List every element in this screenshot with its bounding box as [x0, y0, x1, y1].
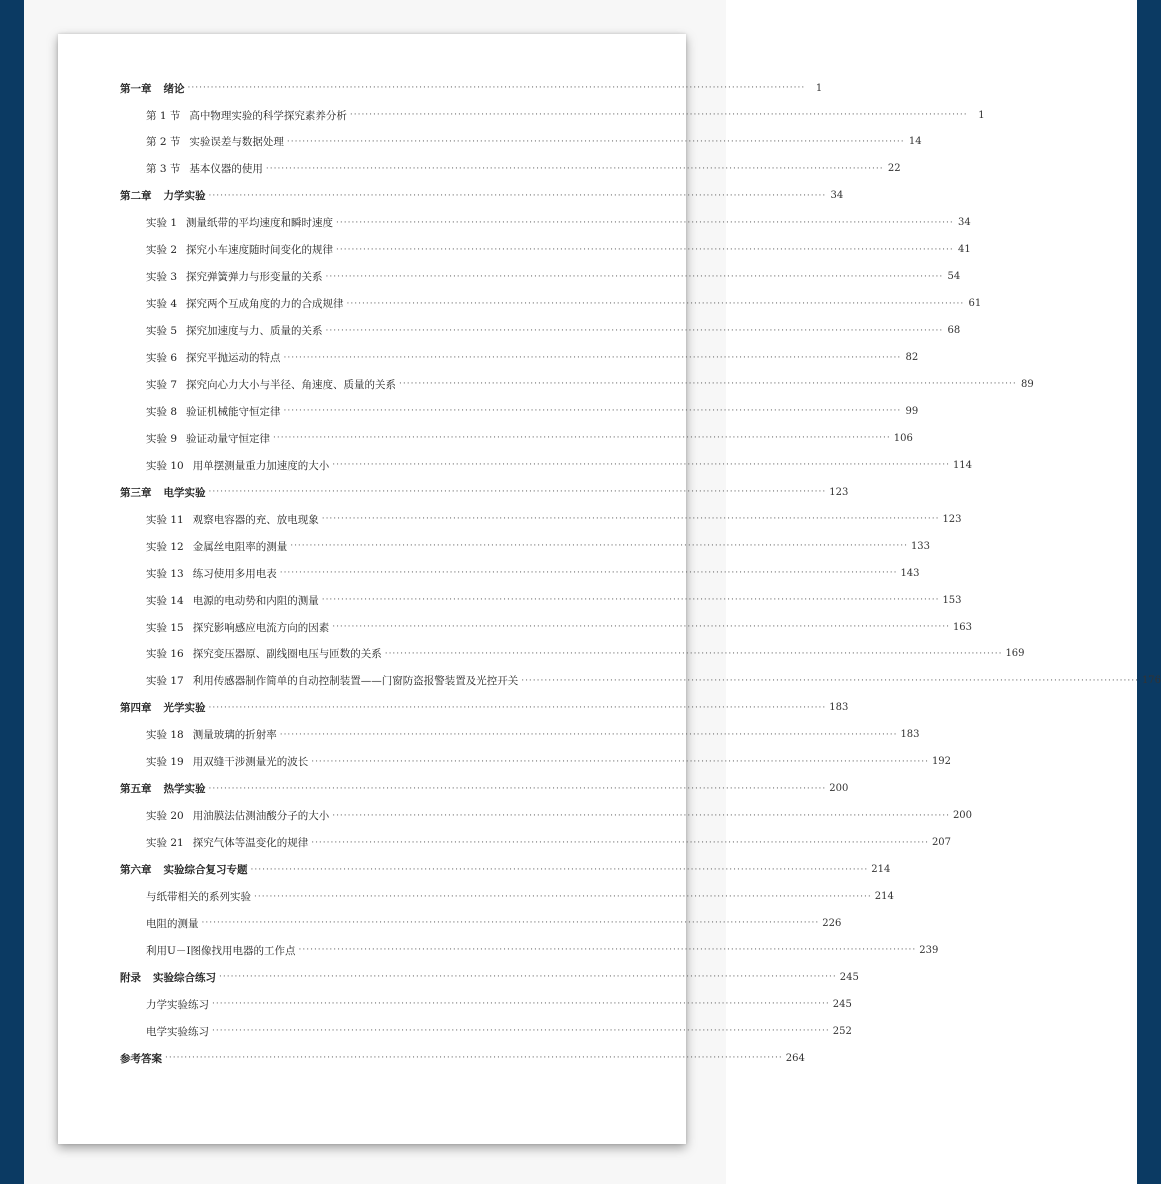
- toc-label: [146, 620, 329, 635]
- toc-number: 实验 11: [146, 513, 184, 526]
- toc-chapter-row[interactable]: [120, 861, 891, 879]
- toc-number: 附录: [120, 971, 141, 984]
- toc-title: 利用U－I图像找用电器的工作点: [146, 944, 296, 957]
- dot-leader: ································································································································································: [346, 298, 965, 309]
- toc-label: [120, 781, 206, 796]
- toc-label: [146, 323, 323, 338]
- toc-page-number: 114: [952, 459, 973, 471]
- toc-title: 探究小车速度随时间变化的规律: [186, 244, 334, 257]
- dot-leader: ································································································································································: [165, 1053, 783, 1064]
- right-border: [1137, 0, 1161, 1184]
- toc-entry-row[interactable]: [146, 322, 961, 340]
- dot-leader: ································································································································································: [283, 406, 902, 417]
- toc-entry-row[interactable]: [146, 268, 961, 286]
- toc-label: [120, 81, 185, 96]
- toc-label: [146, 512, 319, 527]
- toc-number: 第一章: [120, 82, 152, 95]
- dot-leader: ································································································································································: [325, 271, 944, 282]
- dot-leader: ································································································································································: [336, 244, 954, 255]
- toc-page-number: 143: [900, 567, 920, 579]
- toc-number: 实验 2: [146, 244, 178, 257]
- toc-entry-row[interactable]: [146, 402, 919, 420]
- toc-title: 用双缝干涉测量光的波长: [192, 756, 309, 769]
- toc-label: [146, 242, 333, 257]
- toc-label: [146, 593, 319, 608]
- toc-page-number: 153: [942, 594, 962, 606]
- toc-page-number: 34: [830, 190, 844, 202]
- toc-title: 金属丝电阻率的测量: [192, 540, 288, 553]
- toc-number: 第四章: [120, 702, 152, 715]
- toc-number: 实验 9: [146, 432, 178, 445]
- toc-title: 验证动量守恒定律: [186, 432, 271, 445]
- toc-page-number: 226: [822, 917, 842, 929]
- toc-entry-row[interactable]: [146, 456, 973, 474]
- toc-label: [146, 916, 199, 931]
- toc-label: [120, 700, 206, 715]
- toc-entry-row[interactable]: [146, 645, 1025, 663]
- toc-page-number: 169: [1005, 648, 1025, 660]
- toc-title: 探究平抛运动的特点: [186, 352, 281, 364]
- toc-number: 实验 20: [146, 810, 184, 823]
- toc-title: 实验误差与数据处理: [189, 136, 284, 149]
- toc-title: 力学实验练习: [146, 998, 209, 1011]
- dot-leader: ································································································································································: [332, 460, 950, 471]
- toc-label: [120, 1051, 162, 1066]
- toc-number: 实验 21: [146, 837, 184, 850]
- toc-page-number: 183: [829, 702, 849, 714]
- toc-label: [146, 754, 308, 769]
- toc-page-number: 200: [952, 810, 973, 822]
- toc-entry-row[interactable]: [146, 537, 931, 555]
- toc-page-number: 54: [947, 271, 961, 283]
- dot-leader: ································································································································································: [290, 541, 908, 552]
- toc-number: 实验 12: [146, 540, 184, 553]
- toc-number: 实验 16: [146, 648, 184, 661]
- toc-title: 测量纸带的平均速度和瞬时速度: [186, 217, 334, 230]
- toc-label: [120, 188, 206, 203]
- toc-label: [146, 566, 277, 581]
- toc-number: 第三章: [120, 486, 152, 499]
- toc-title: 基本仪器的使用: [189, 163, 263, 176]
- toc-page-number: 252: [832, 1025, 852, 1037]
- toc-page-number: 123: [829, 486, 849, 498]
- toc-page-number: 89: [1021, 378, 1034, 390]
- toc-page-number: 183: [900, 729, 920, 741]
- toc-chapter-row[interactable]: [120, 780, 849, 798]
- toc-number: 实验 1: [146, 217, 178, 230]
- toc-label: [146, 134, 284, 149]
- toc-title: 与纸带相关的系列实验: [146, 891, 251, 903]
- toc-entry-row[interactable]: [146, 834, 952, 852]
- dot-leader: ································································································································································: [283, 352, 902, 363]
- toc-entry-row[interactable]: [146, 591, 962, 609]
- toc-number: 实验 17: [146, 675, 184, 688]
- toc-page-number: 214: [874, 891, 894, 902]
- toc-entry-row[interactable]: [146, 941, 939, 959]
- dot-leader: ································································································································································: [311, 756, 929, 767]
- toc-entry-row[interactable]: [146, 160, 901, 178]
- toc-entry-row[interactable]: [146, 888, 894, 906]
- toc-page-number: 22: [887, 163, 901, 175]
- toc-entry-row[interactable]: [146, 375, 1034, 393]
- toc-number: 第 2 节: [146, 136, 181, 149]
- toc-title: 观察电容器的充、放电现象: [192, 513, 319, 526]
- dot-leader: ································································································································································: [321, 514, 940, 525]
- toc-title: 探究向心力大小与半径、角速度、质量的关系: [186, 378, 397, 391]
- toc-chapter-row[interactable]: [120, 968, 859, 986]
- toc-page-number: 82: [905, 352, 919, 363]
- toc-chapter-row[interactable]: [120, 699, 849, 717]
- toc-label: [146, 350, 281, 365]
- toc-label: [146, 161, 263, 176]
- toc-number: 实验 5: [146, 325, 178, 337]
- toc-entry-row[interactable]: [146, 510, 962, 528]
- toc-title: 实验综合练习: [153, 971, 216, 984]
- toc-entry-row[interactable]: [146, 133, 922, 151]
- dot-leader: ································································································································································: [332, 622, 950, 632]
- toc-page-number: 1: [978, 109, 985, 121]
- dot-leader: ································································································································································: [321, 595, 940, 605]
- dot-leader: ································································································································································: [208, 190, 827, 201]
- toc-title: 绪论: [163, 82, 185, 95]
- dot-leader: ································································································································································: [254, 891, 872, 902]
- toc-entry-row[interactable]: [146, 241, 971, 259]
- dot-leader: ································································································································································: [279, 729, 898, 740]
- toc-label: [146, 269, 323, 284]
- dot-leader: ································································································································································: [336, 217, 954, 228]
- toc-title: 利用传感器制作简单的自动控制装置——门窗防盗报警装置及光控开关: [192, 675, 519, 688]
- toc-page-number: 61: [968, 298, 982, 310]
- toc-number: 第五章: [120, 783, 152, 796]
- toc-label: [146, 727, 277, 742]
- toc-number: 第 1 节: [146, 109, 181, 122]
- toc-title: 探究变压器原、副线圈电压与匝数的关系: [192, 648, 382, 661]
- toc-label: [146, 215, 333, 230]
- toc-page-number: 245: [839, 971, 859, 983]
- toc-title: 探究弹簧弹力与形变量的关系: [186, 271, 323, 284]
- toc-page-number: 41: [958, 244, 971, 256]
- toc-number: 实验 19: [146, 756, 184, 769]
- toc-entry-row[interactable]: [146, 753, 952, 771]
- toc-title: 高中物理实验的科学探究素养分析: [189, 109, 347, 122]
- toc-number: 实验 6: [146, 352, 178, 364]
- toc-title: 热学实验: [163, 783, 206, 796]
- dot-leader: ································································································································································: [384, 648, 1003, 659]
- toc-page-number: 133: [910, 540, 931, 552]
- toc-page-number: 214: [871, 864, 891, 875]
- toc-chapter-row[interactable]: [120, 79, 823, 97]
- toc-label: [120, 862, 248, 877]
- toc-page-number: 14: [908, 136, 922, 148]
- dot-leader: ································································································································································: [286, 136, 905, 147]
- dot-leader: ································································································································································: [208, 783, 827, 794]
- toc-title: 实验综合复习专题: [163, 864, 248, 876]
- toc-label: [146, 431, 270, 446]
- dot-leader: ································································································································································: [201, 918, 820, 929]
- toc-page-number: 123: [942, 513, 962, 525]
- toc-number: 第 3 节: [146, 163, 181, 176]
- toc-page-number: 99: [905, 405, 919, 417]
- dot-leader: ································································································································································: [521, 675, 1139, 686]
- toc-entry-row[interactable]: [146, 214, 971, 232]
- toc-title: 力学实验: [163, 190, 206, 203]
- toc-title: 电学实验练习: [146, 1025, 209, 1038]
- toc-label: [146, 404, 281, 419]
- toc-title: 探究影响感应电流方向的因素: [192, 621, 330, 634]
- toc-number: 实验 18: [146, 729, 184, 742]
- toc-title: 电学实验: [163, 486, 206, 499]
- dot-leader: ································································································································································: [279, 568, 898, 579]
- dot-leader: ································································································································································: [311, 837, 929, 848]
- toc-entry-row[interactable]: [146, 564, 920, 582]
- toc-label: [120, 485, 206, 500]
- toc-label: [146, 296, 344, 311]
- toc-label: [146, 673, 518, 688]
- toc-number: 实验 4: [146, 298, 178, 311]
- toc-entry-row[interactable]: [146, 807, 973, 825]
- dot-leader: ································································································································································: [273, 433, 891, 444]
- toc-title: 电阻的测量: [146, 917, 199, 930]
- toc-title: 电源的电动势和内阻的测量: [192, 594, 319, 607]
- toc-page-number: 200: [829, 783, 849, 795]
- toc-entry-row[interactable]: [146, 349, 919, 367]
- toc-title: 光学实验: [163, 702, 206, 715]
- toc-page-number: 106: [893, 432, 913, 444]
- toc-page-number: 264: [785, 1052, 805, 1064]
- toc-entry-row[interactable]: [146, 672, 1161, 690]
- toc-label: [146, 458, 329, 473]
- toc-title: 测量玻璃的折射率: [192, 729, 277, 742]
- dot-leader: ································································································································································: [208, 702, 827, 713]
- toc-number: 实验 15: [146, 621, 184, 634]
- toc-page-number: 68: [947, 325, 961, 336]
- toc-number: 实验 14: [146, 594, 184, 607]
- toc-label: [146, 808, 329, 823]
- toc-title: 验证机械能守恒定律: [186, 405, 281, 418]
- toc-title: 练习使用多用电表: [192, 567, 277, 580]
- toc-page-number: 163: [952, 621, 973, 633]
- toc-label: [146, 835, 308, 850]
- toc-label: [146, 997, 209, 1012]
- toc-title: 用油膜法估测油酸分子的大小: [192, 810, 330, 823]
- toc-chapter-row[interactable]: [120, 187, 844, 205]
- toc-label: [146, 377, 396, 392]
- dot-leader: ································································································································································: [208, 487, 827, 498]
- toc-title: 探究加速度与力、质量的关系: [186, 325, 323, 337]
- dot-leader: ································································································································································: [219, 972, 837, 983]
- toc-entry-row[interactable]: [146, 995, 852, 1013]
- toc-title: 探究气体等温变化的规律: [192, 837, 309, 850]
- toc-number: 第六章: [120, 864, 152, 876]
- dot-leader: ································································································································································: [187, 83, 806, 93]
- dot-leader: ································································································································································: [325, 325, 944, 336]
- dot-leader: ································································································································································: [212, 999, 830, 1010]
- toc-entry-row[interactable]: [146, 295, 982, 313]
- toc-page-number: 245: [832, 998, 852, 1010]
- toc-number: 实验 10: [146, 459, 184, 472]
- toc-page-number: 192: [931, 756, 952, 768]
- toc-page-number: 239: [919, 944, 939, 956]
- toc-number: 第二章: [120, 190, 152, 203]
- toc-label: [146, 1024, 209, 1039]
- dot-leader: ································································································································································: [399, 379, 1017, 390]
- document-page: [58, 34, 1161, 1144]
- toc-label: [146, 539, 287, 554]
- toc-entry-row[interactable]: [146, 618, 973, 636]
- toc-title: 探究两个互成角度的力的合成规律: [186, 298, 344, 311]
- toc-entry-row[interactable]: [146, 429, 913, 447]
- toc-chapter-row[interactable]: [120, 483, 849, 501]
- toc-title: 参考答案: [120, 1052, 162, 1065]
- toc-entry-row[interactable]: [146, 1022, 852, 1040]
- dot-leader: ································································································································································: [332, 810, 950, 821]
- toc-page-number: 34: [958, 217, 971, 229]
- toc-number: 实验 13: [146, 567, 184, 580]
- toc-entry-row[interactable]: [146, 914, 842, 932]
- dot-leader: ································································································································································: [265, 163, 884, 174]
- dot-leader: ································································································································································: [250, 864, 869, 875]
- toc-entry-row[interactable]: [146, 106, 985, 124]
- toc-label: [146, 646, 382, 661]
- toc-number: 实验 8: [146, 405, 178, 418]
- toc-chapter-row[interactable]: [120, 1049, 805, 1067]
- left-border: [0, 0, 24, 1184]
- toc-number: 实验 3: [146, 271, 178, 284]
- toc-label: [146, 943, 296, 958]
- dot-leader: ································································································································································: [212, 1026, 830, 1037]
- toc-page-number: 176: [1141, 675, 1161, 687]
- toc-page-number: 1: [815, 82, 823, 94]
- toc-number: 实验 7: [146, 378, 178, 391]
- toc-page-number: 207: [931, 837, 952, 849]
- toc-title: 用单摆测量重力加速度的大小: [192, 459, 330, 472]
- toc-entry-row[interactable]: [146, 726, 920, 744]
- toc-label: [120, 970, 216, 985]
- toc-label: [146, 108, 347, 123]
- dot-leader: ································································································································································: [298, 945, 917, 956]
- toc-label: [146, 889, 251, 904]
- dot-leader: ································································································································································: [349, 110, 968, 120]
